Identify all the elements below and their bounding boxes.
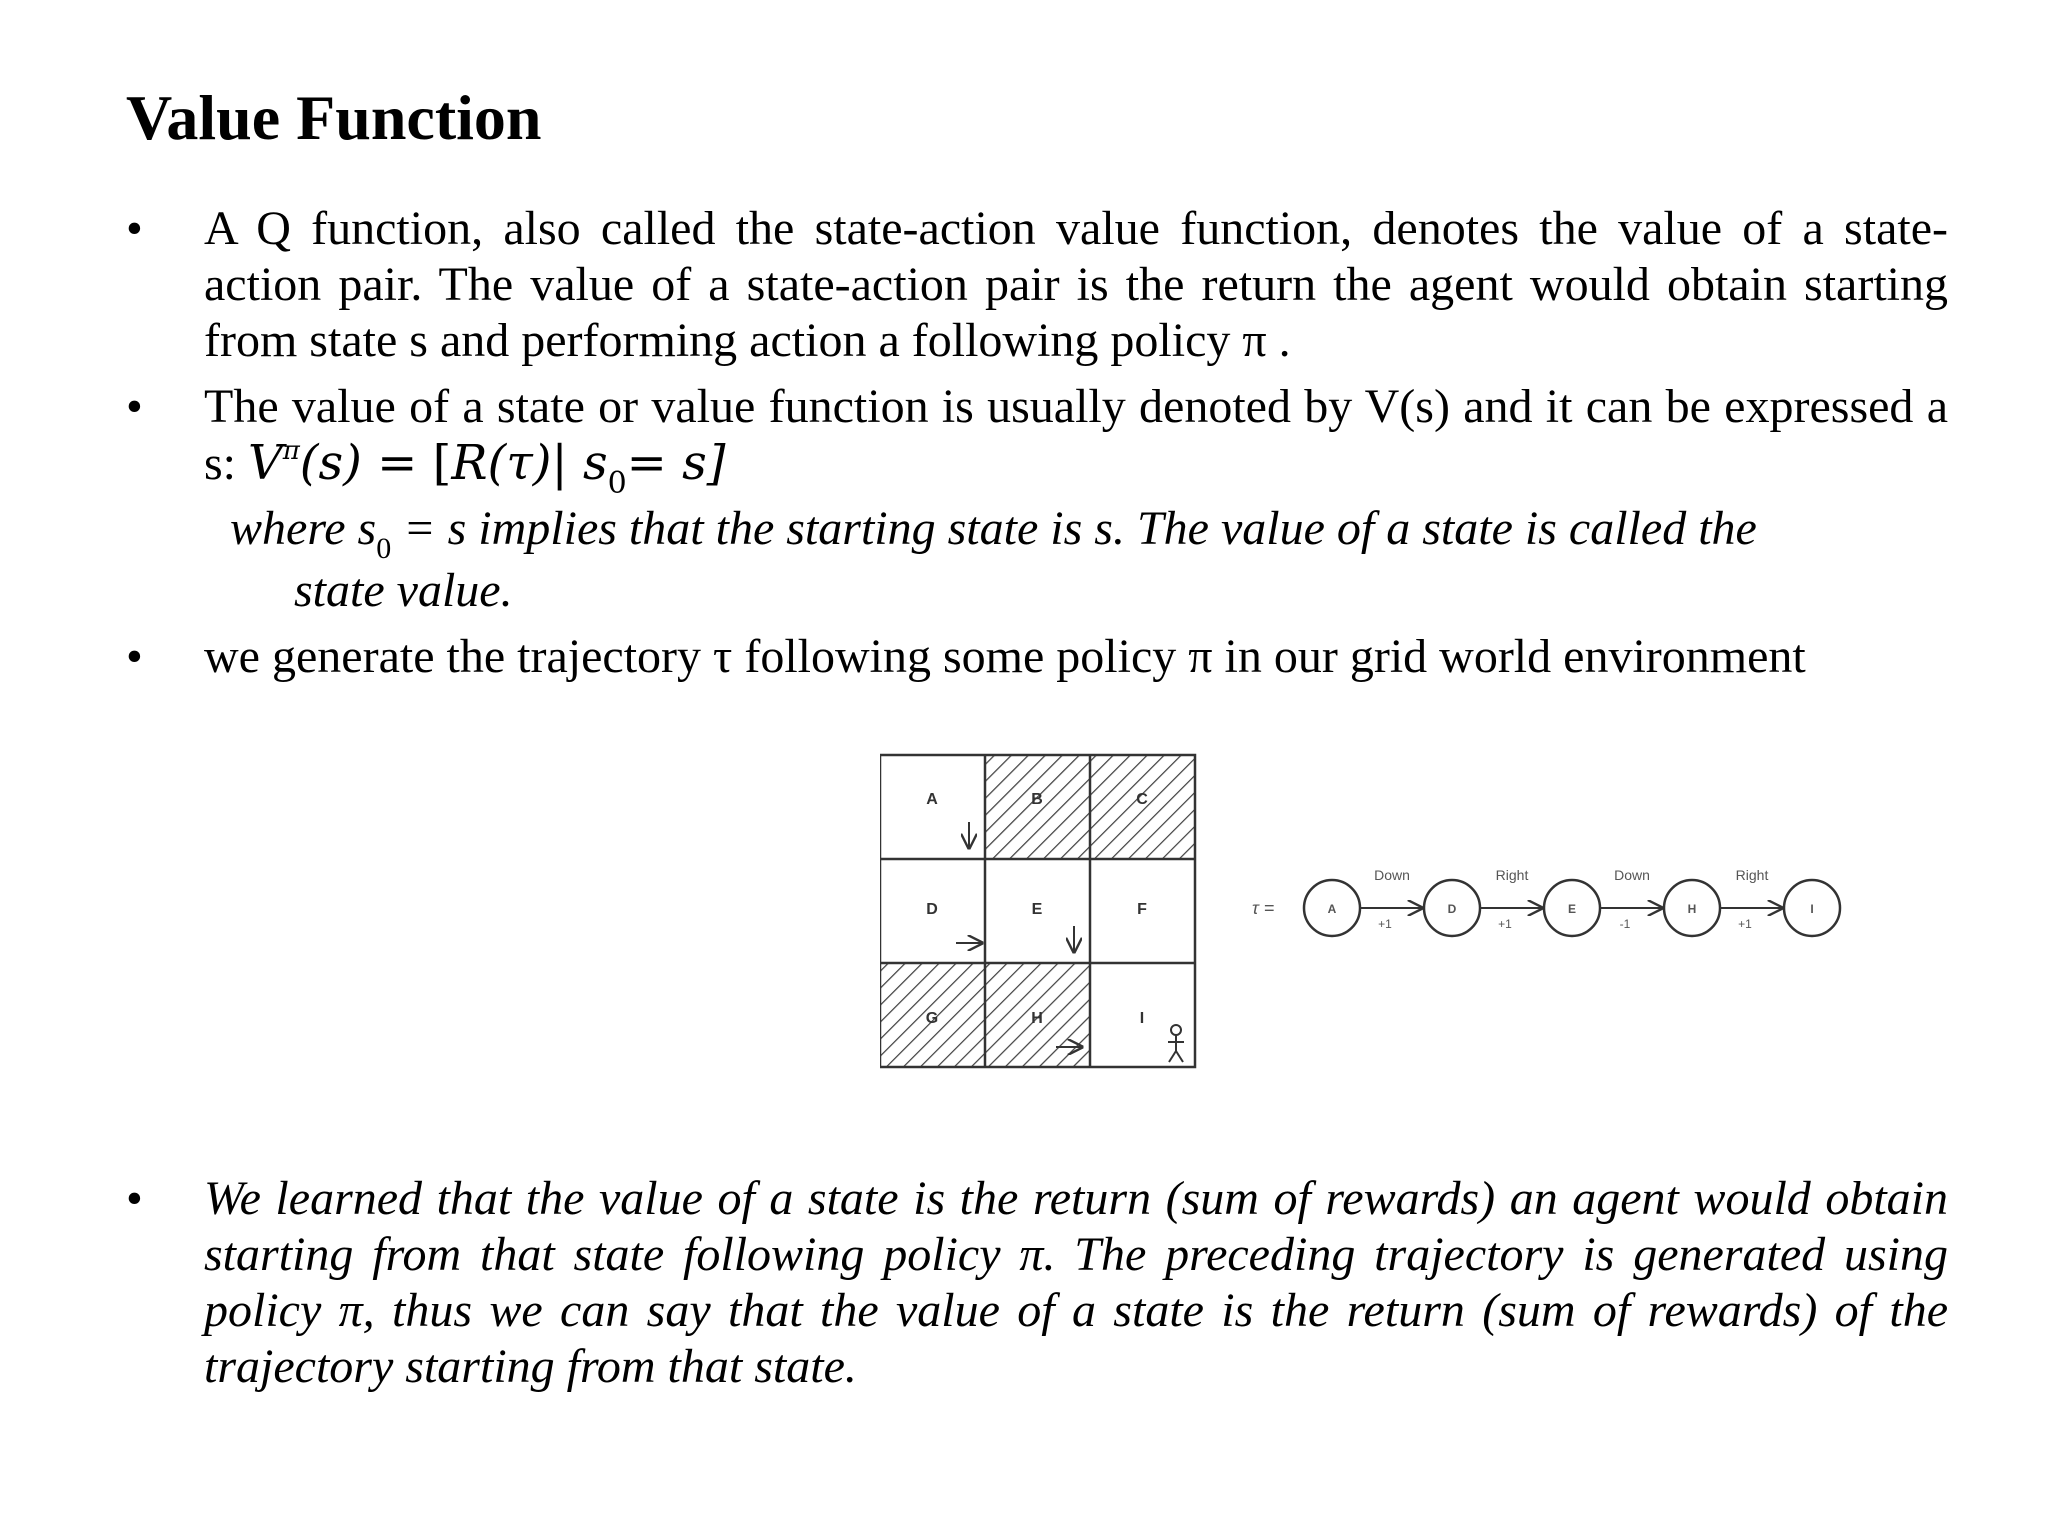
bullet-4-text: We learned that the value of a state is the return (sum of rewards) an agent would obtain starting from that state following policy π. The preceding trajectory is generated using policy π, thus we can say that the value of a state is the return (sum of rewards) of the trajectory starting from that state.: [204, 1172, 1948, 1393]
action-label: Right: [1735, 867, 1769, 883]
state-label: I: [1810, 902, 1814, 916]
cell-label: D: [926, 901, 938, 918]
cell-label: F: [1137, 901, 1147, 918]
bullet-marker: •: [126, 202, 143, 255]
cell-label: H: [1031, 1010, 1043, 1027]
state-value-note: where $s_0 = s$ implies that the starting state is s. The value of a state is called the state value.: [230, 501, 1948, 619]
cell-label: B: [1031, 791, 1043, 808]
action-label: Right: [1495, 867, 1529, 883]
bullet-2-text: [204, 379, 1948, 499]
action-label: Down: [1374, 867, 1410, 883]
bullet-2-prefix: The value of a state or value function is usually denoted by V(s) and it can be expressed a s:: [204, 380, 1948, 490]
action-label: Down: [1614, 867, 1650, 883]
state-label: D: [1447, 902, 1457, 916]
state-label: E: [1567, 902, 1577, 916]
bullet-marker: •: [126, 380, 143, 433]
cell-label: G: [925, 1010, 939, 1027]
agent-icon: [1168, 1025, 1184, 1062]
slide-title: Value Function: [126, 82, 542, 153]
cell-label: A: [926, 791, 938, 808]
value-formula: $V^\pi(s) = [R(\tau)|$ $s_0= s$]: [248, 435, 726, 501]
bullet-3-text: we generate the trajectory τ following some policy π in our grid world environment: [204, 630, 1806, 683]
trajectory-label: τ =: [1252, 898, 1275, 918]
reward-label: -1: [1619, 917, 1631, 931]
state-value-note-continued: state value.: [294, 564, 513, 617]
reward-label: +1: [1738, 917, 1752, 931]
cell-label: E: [1031, 901, 1043, 918]
trajectory: [1252, 867, 1840, 936]
bullet-1-text: A Q function, also called the state-action value function, denotes the value of a state-action pair. The value of a state-action pair is the return the agent would obtain starting from state s and performing action a following policy π .: [204, 202, 1948, 367]
bullet-marker: •: [126, 630, 143, 683]
grid-world: [880, 755, 1195, 1067]
grid-world-diagram: [880, 750, 1880, 1080]
cell-label: I: [1139, 1010, 1145, 1027]
bullet-marker: •: [126, 1172, 143, 1225]
state-label: H: [1687, 902, 1697, 916]
cell-label: C: [1136, 791, 1148, 808]
reward-label: +1: [1498, 917, 1512, 931]
reward-label: +1: [1378, 917, 1392, 931]
state-label: A: [1327, 902, 1337, 916]
